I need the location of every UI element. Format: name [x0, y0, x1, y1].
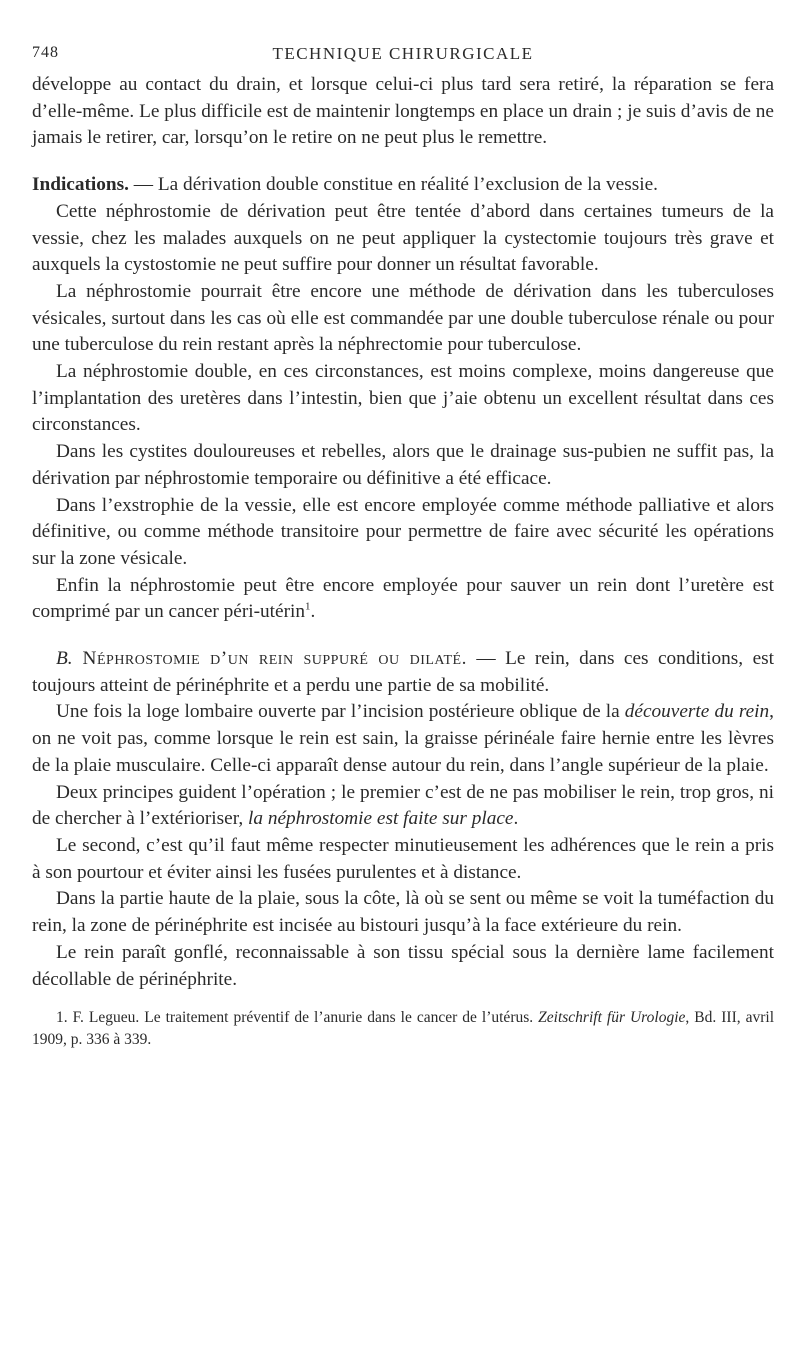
section-b — [32, 646, 774, 699]
paragraph-text: Enfin la néphrostomie peut être encore employée pour sauver un rein dont l’uretère est comprimé par un cancer péri-utérin — [32, 574, 774, 623]
paragraph-text: . — [513, 808, 519, 830]
section-letter: B. — [56, 648, 73, 670]
section-text: — Le rein, dans ces conditions, est toujours atteint de périnéphrite et a perdu une partie de sa mobilité. — [32, 648, 774, 696]
footnote-part: , Bd. III, avril 1909, p. 336 à 339. — [32, 1009, 775, 1049]
section-title: Néphrostomie d’un rein suppuré ou dilaté. — [72, 648, 467, 670]
paragraph-text: Deux principes guident l’opération ; le premier c’est de ne pas mobiliser le rein, trop gros, ni de chercher à l’extérioriser, — [32, 781, 774, 830]
italic-phrase: la néphrostomie est faite sur place — [248, 808, 514, 830]
page-number: 748 — [32, 44, 59, 61]
paragraph: Le second, c’est qu’il faut même respecter minutieusement les adhérences que le rein a pris à son pourtour et éviter ainsi les fusées purulentes et à distance. — [32, 834, 774, 883]
paragraph — [32, 780, 774, 833]
running-title: TECHNIQUE CHIRURGICALE — [272, 44, 534, 63]
page — [32, 38, 774, 1051]
footnote-ref: 1 — [305, 600, 311, 613]
paragraph: Le rein paraît gonflé, reconnaissable à son tissu spécial sous la dernière lame facilement décollable de périnéphrite. — [32, 941, 774, 990]
paragraph: La néphrostomie double, en ces circonstances, est moins complexe, moins dangereuse que l’implantation des uretères dans l’intestin, bien que j’aie obtenu un excellent résultat dans ces circonstances. — [32, 361, 774, 436]
paragraph: développe au contact du drain, et lorsque celui-ci plus tard sera retiré, la réparation se fera d’elle-même. Le plus difficile est de maintenir longtemps en place un drain ; je suis d’avis de ne jamais le retirer, car, lorsqu’on le retire on ne peut plus le remettre. — [32, 74, 774, 149]
paragraph-indications — [32, 172, 774, 199]
body-text — [32, 72, 774, 993]
paragraph-end: . — [310, 601, 316, 623]
footnote-journal: Zeitschrift für Urologie — [538, 1009, 686, 1027]
paragraph: Cette néphrostomie de dérivation peut être tentée d’abord dans certaines tumeurs de la vessie, chez les malades auxquels on ne peut appliquer la cystectomie toujours très grave et auxquels la cystostomie ne peut suffire pour donner un résultat favorable. — [32, 200, 774, 276]
footnote — [32, 1007, 774, 1051]
paragraph: Dans l’exstrophie de la vessie, elle est encore employée comme méthode palliative et alors définitive, ou comme méthode transitoire pour permettre de faire avec sécurité les opérations sur la zone vésicale. — [32, 494, 774, 569]
indications-heading: Indications. — [32, 174, 129, 196]
paragraph-text: , on ne voit pas, comme lorsque le rein est sain, la graisse périnéale faire hernie entre les lèvres de la plaie musculaire. Celle-ci apparaît dense autour du rein, dans l’angle supérieur de la plaie. — [32, 701, 774, 776]
paragraph-text: Une fois la loge lombaire ouverte par l’incision postérieure oblique de la — [56, 701, 625, 723]
running-header — [32, 38, 774, 72]
italic-phrase: découverte du rein — [624, 701, 770, 723]
paragraph: Dans la partie haute de la plaie, sous la côte, là où se sent ou même se voit la tuméfaction du rein, la zone de périnéphrite est incisée au bistouri jusqu’à la face extérieure du rein. — [32, 888, 774, 937]
paragraph — [32, 573, 774, 626]
footnote-text — [32, 1007, 774, 1051]
paragraph: Dans les cystites douloureuses et rebelles, alors que le drainage sus-pubien ne suffit pas, la dérivation par néphrostomie temporaire ou définitive a été efficace. — [32, 441, 774, 489]
paragraph — [32, 699, 774, 779]
paragraph: La néphrostomie pourrait être encore une méthode de dérivation dans les tuberculoses vésicales, surtout dans les cas où elle est commandée par une double tuberculose rénale ou pour une tuberculose du rein restant après la néphrectomie pour tuberculose. — [32, 280, 774, 356]
footnote-part: 1. F. Legueu. Le traitement préventif de l’anurie dans le cancer de l’utérus. — [56, 1009, 539, 1027]
indications-text: — La dérivation double constitue en réalité l’exclusion de la vessie. — [128, 174, 658, 196]
